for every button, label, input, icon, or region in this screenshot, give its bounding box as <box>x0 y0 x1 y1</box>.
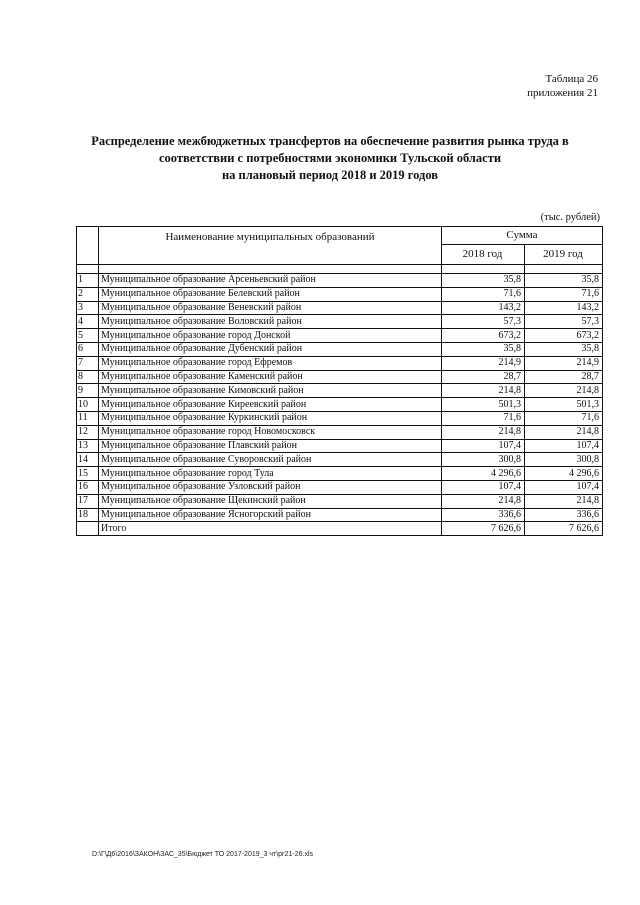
table-row <box>77 494 603 508</box>
row-value-2019: 28,7 <box>525 370 603 384</box>
row-number: 11 <box>77 411 99 425</box>
header-2019: 2019 год <box>525 244 603 264</box>
row-municipality: Муниципальное образование Суворовский район <box>99 453 442 467</box>
appendix-label: приложения 21 <box>527 87 598 99</box>
table-row <box>77 425 603 439</box>
row-number: 2 <box>77 287 99 301</box>
total-value-2018: 7 626,6 <box>442 522 525 536</box>
document-title <box>60 133 600 184</box>
title-line-2: соответствии с потребностями экономики Тульской области <box>158 151 502 165</box>
total-row <box>77 522 603 536</box>
row-municipality: Муниципальное образование Узловский район <box>99 480 442 494</box>
row-value-2018: 107,4 <box>442 480 525 494</box>
table-number-label: Таблица 26 <box>545 73 598 85</box>
table-row <box>77 384 603 398</box>
row-value-2018: 71,6 <box>442 287 525 301</box>
row-value-2019: 501,3 <box>525 398 603 412</box>
row-municipality: Муниципальное образование Арсеньевский район <box>99 274 442 288</box>
row-number: 16 <box>77 480 99 494</box>
row-number: 1 <box>77 274 99 288</box>
row-value-2019: 300,8 <box>525 453 603 467</box>
row-value-2018: 214,8 <box>442 425 525 439</box>
row-value-2019: 214,8 <box>525 494 603 508</box>
row-value-2018: 501,3 <box>442 398 525 412</box>
row-municipality: Муниципальное образование Каменский район <box>99 370 442 384</box>
row-value-2018: 35,8 <box>442 342 525 356</box>
row-value-2018: 336,6 <box>442 508 525 522</box>
table-row <box>77 356 603 370</box>
row-municipality: Муниципальное образование Кимовский район <box>99 384 442 398</box>
total-number <box>77 522 99 536</box>
row-value-2018: 214,9 <box>442 356 525 370</box>
row-value-2018: 28,7 <box>442 370 525 384</box>
row-value-2019: 71,6 <box>525 411 603 425</box>
row-value-2018: 300,8 <box>442 453 525 467</box>
row-value-2019: 4 296,6 <box>525 467 603 481</box>
table-row <box>77 274 603 288</box>
table-row <box>77 329 603 343</box>
row-value-2019: 673,2 <box>525 329 603 343</box>
row-municipality: Муниципальное образование Плавский район <box>99 439 442 453</box>
row-value-2018: 143,2 <box>442 301 525 315</box>
row-value-2018: 107,4 <box>442 439 525 453</box>
row-value-2019: 57,3 <box>525 315 603 329</box>
row-value-2019: 143,2 <box>525 301 603 315</box>
row-value-2018: 71,6 <box>442 411 525 425</box>
header-num <box>77 227 99 265</box>
table-caption <box>527 72 598 100</box>
row-municipality: Муниципальное образование город Донской <box>99 329 442 343</box>
row-value-2018: 673,2 <box>442 329 525 343</box>
table-row <box>77 342 603 356</box>
row-value-2019: 35,8 <box>525 342 603 356</box>
row-number: 10 <box>77 398 99 412</box>
row-municipality: Муниципальное образование Белевский район <box>99 287 442 301</box>
table-body <box>77 265 603 536</box>
row-number: 14 <box>77 453 99 467</box>
table-row <box>77 370 603 384</box>
row-value-2019: 71,6 <box>525 287 603 301</box>
row-value-2019: 107,4 <box>525 439 603 453</box>
row-value-2019: 336,6 <box>525 508 603 522</box>
row-value-2019: 214,8 <box>525 425 603 439</box>
row-value-2018: 35,8 <box>442 274 525 288</box>
title-line-1: Распределение межбюджетных трансфертов на обеспечение развития рынка труда в <box>91 134 569 148</box>
total-value-2019: 7 626,6 <box>525 522 603 536</box>
row-municipality: Муниципальное образование город Ефремов <box>99 356 442 370</box>
row-municipality: Муниципальное образование Воловский район <box>99 315 442 329</box>
row-value-2018: 4 296,6 <box>442 467 525 481</box>
header-2018: 2018 год <box>442 244 525 264</box>
row-number: 4 <box>77 315 99 329</box>
row-municipality: Муниципальное образование Киреевский район <box>99 398 442 412</box>
row-municipality: Муниципальное образование город Тула <box>99 467 442 481</box>
table-row <box>77 287 603 301</box>
row-municipality: Муниципальное образование город Новомосковск <box>99 425 442 439</box>
row-value-2019: 214,9 <box>525 356 603 370</box>
title-line-3: на плановый период 2018 и 2019 годов <box>221 168 439 182</box>
row-value-2019: 107,4 <box>525 480 603 494</box>
file-path-footer: D:\Г\Д6\2016\ЗАКОН\ЗАС_35\Бюджет ТО 2017-2019_3 чт\рг21-26.xls <box>92 851 314 858</box>
table-row <box>77 467 603 481</box>
row-municipality: Муниципальное образование Дубенский район <box>99 342 442 356</box>
row-number: 17 <box>77 494 99 508</box>
table-row <box>77 301 603 315</box>
row-municipality: Муниципальное образование Ясногорский район <box>99 508 442 522</box>
row-value-2018: 57,3 <box>442 315 525 329</box>
row-number: 9 <box>77 384 99 398</box>
row-value-2019: 35,8 <box>525 274 603 288</box>
header-sum: Сумма <box>442 227 603 245</box>
row-number: 18 <box>77 508 99 522</box>
row-value-2018: 214,8 <box>442 384 525 398</box>
row-value-2018: 214,8 <box>442 494 525 508</box>
table-row <box>77 480 603 494</box>
table-row <box>77 439 603 453</box>
header-name: Наименование муниципальных образований <box>99 227 442 265</box>
row-number: 8 <box>77 370 99 384</box>
row-number: 6 <box>77 342 99 356</box>
transfers-table <box>76 226 603 536</box>
row-number: 3 <box>77 301 99 315</box>
row-number: 7 <box>77 356 99 370</box>
row-municipality: Муниципальное образование Веневский район <box>99 301 442 315</box>
table-row <box>77 398 603 412</box>
units-label: (тыс. рублей) <box>540 212 600 223</box>
row-number: 13 <box>77 439 99 453</box>
row-number: 5 <box>77 329 99 343</box>
row-municipality: Муниципальное образование Куркинский район <box>99 411 442 425</box>
spacer-row <box>77 265 603 274</box>
table-row <box>77 315 603 329</box>
table-row <box>77 508 603 522</box>
row-value-2019: 214,8 <box>525 384 603 398</box>
table-row <box>77 453 603 467</box>
row-number: 15 <box>77 467 99 481</box>
row-number: 12 <box>77 425 99 439</box>
row-municipality: Муниципальное образование Щекинский район <box>99 494 442 508</box>
table-row <box>77 411 603 425</box>
total-label: Итого <box>99 522 442 536</box>
